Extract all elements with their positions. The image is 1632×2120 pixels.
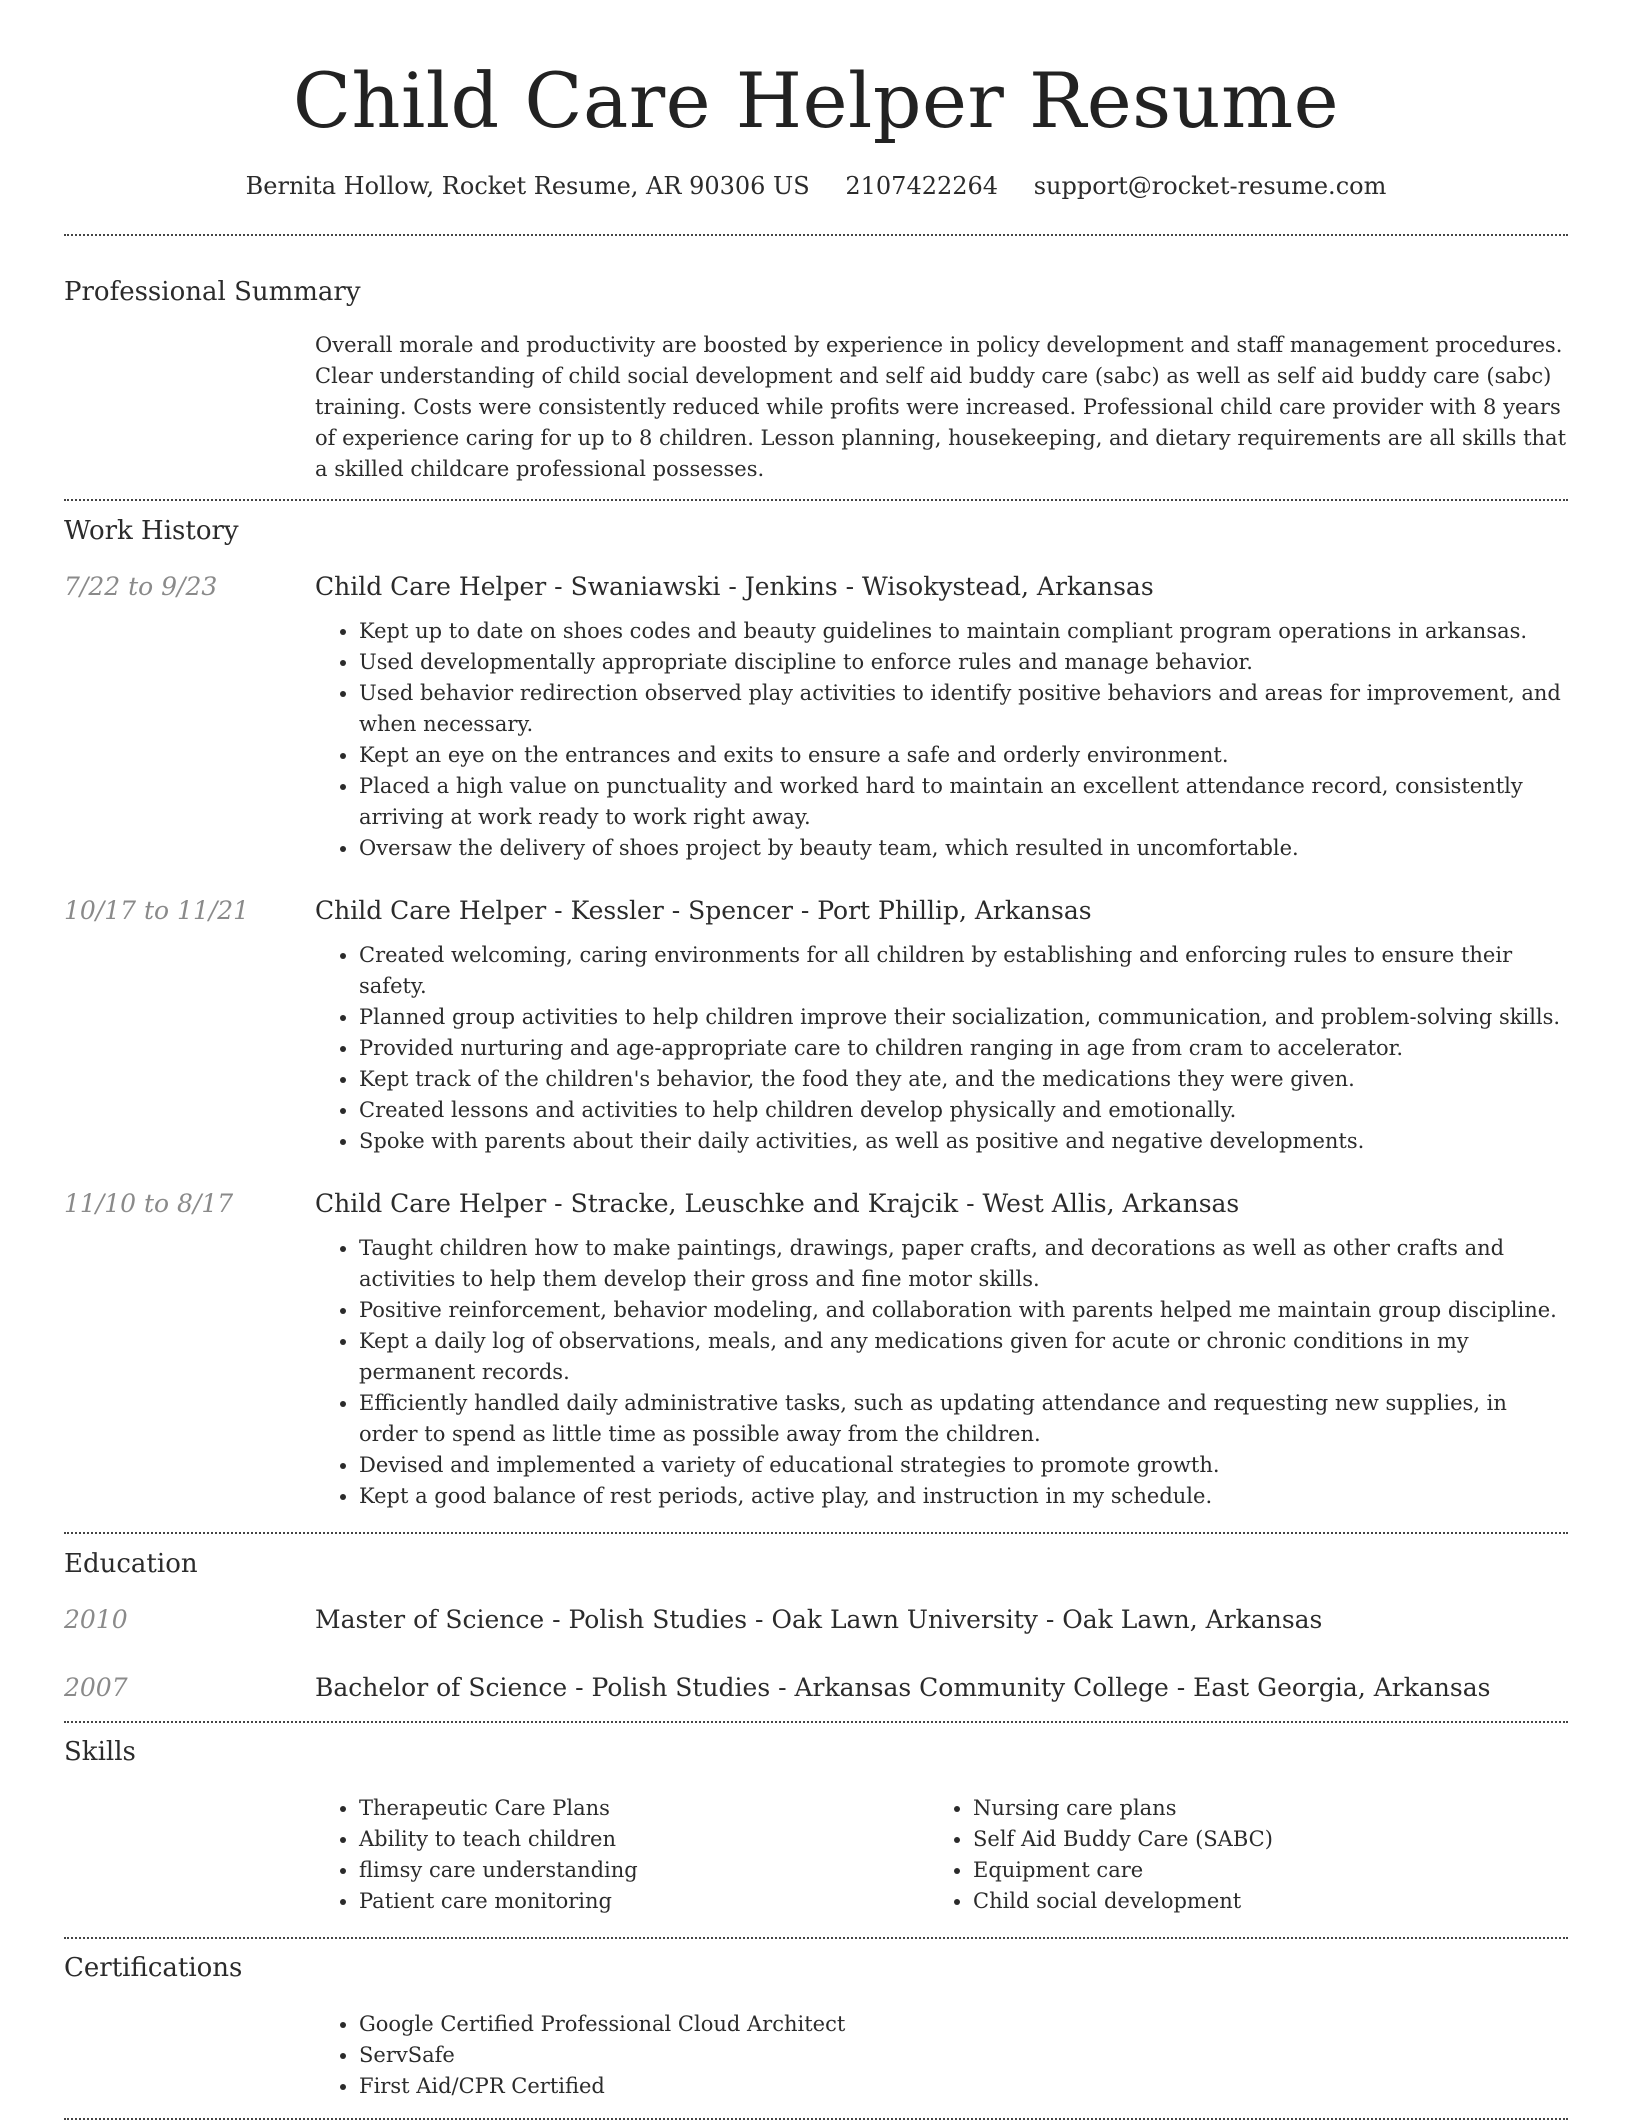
divider — [64, 234, 1568, 236]
job-bullets — [315, 616, 1568, 864]
job-bullets — [315, 940, 1568, 1157]
list-item: • Kept track of the children's behavior, the food they ate, and the medications they were given. — [359, 1064, 1568, 1095]
education-entry — [64, 1671, 1568, 1705]
job-dates: 11/10 to 8/17 — [64, 1189, 234, 1218]
certification-item: • ServSafe — [359, 2040, 1568, 2071]
skills-heading: Skills — [64, 1737, 136, 1767]
list-item: • Taught children how to make paintings, drawings, paper crafts, and decorations as well as other crafts and activities to help them develop their gross and fine motor skills. — [359, 1233, 1568, 1295]
summary-section — [64, 275, 1568, 485]
job-dates: 10/17 to 11/21 — [64, 896, 250, 925]
skill-item: • Child social development — [973, 1886, 1543, 1917]
job-title: Child Care Helper - Kessler - Spencer - Port Phillip, Arkansas — [315, 896, 1092, 925]
job-entry — [64, 894, 1568, 1157]
skill-item: • Equipment care — [973, 1855, 1543, 1886]
education-entry — [64, 1603, 1568, 1637]
list-item: • Efficiently handled daily administrative tasks, such as updating attendance and requesting new supplies, in order to spend as little time as possible away from the children. — [359, 1388, 1568, 1450]
skills-section — [64, 1735, 1568, 1917]
list-item: • Kept a good balance of rest periods, active play, and instruction in my schedule. — [359, 1481, 1568, 1512]
skill-item: • Self Aid Buddy Care (SABC) — [973, 1824, 1543, 1855]
list-item: • Positive reinforcement, behavior modeling, and collaboration with parents helped me maintain group discipline. — [359, 1295, 1568, 1326]
certifications-section — [64, 1951, 1568, 2102]
divider — [64, 1532, 1568, 1534]
divider — [64, 499, 1568, 501]
education-year: 2007 — [64, 1673, 128, 1702]
skills-grid — [315, 1793, 1568, 1917]
job-dates: 7/22 to 9/23 — [64, 572, 218, 601]
job-entry — [64, 570, 1568, 864]
list-item: • Planned group activities to help children improve their socialization, communication, and problem-solving skills. — [359, 1002, 1568, 1033]
contact-address: Bernita Hollow, Rocket Resume, AR 90306 US — [245, 172, 810, 200]
work-history-heading: Work History — [64, 516, 239, 546]
summary-text: Overall morale and productivity are boosted by experience in policy development and staff management procedures. Clear understanding of child social development and self aid buddy care (sabc) as well as self aid buddy care (sabc) training. Costs were consistently reduced while profits were increased. Professional child care provider with 8 years of experience caring for up to 8 children. Lesson planning, housekeeping, and dietary requirements are all skills that a skilled childcare professional possesses. — [315, 333, 1567, 481]
divider — [64, 1937, 1568, 1939]
job-bullets — [315, 1233, 1568, 1512]
list-item: • Devised and implemented a variety of educational strategies to promote growth. — [359, 1450, 1568, 1481]
certifications-heading: Certifications — [64, 1953, 243, 1983]
skill-item: • Therapeutic Care Plans — [359, 1793, 929, 1824]
list-item: • Kept up to date on shoes codes and beauty guidelines to maintain compliant program operations in arkansas. — [359, 616, 1568, 647]
certification-item: • First Aid/CPR Certified — [359, 2071, 1568, 2102]
summary-heading: Professional Summary — [64, 277, 361, 307]
list-item: • Spoke with parents about their daily activities, as well as positive and negative developments. — [359, 1126, 1568, 1157]
list-item: • Oversaw the delivery of shoes project by beauty team, which resulted in uncomfortable. — [359, 833, 1568, 864]
education-heading: Education — [64, 1549, 198, 1579]
contact-line — [64, 170, 1568, 202]
list-item: • Kept a daily log of observations, meals, and any medications given for acute or chronic conditions in my permanent records. — [359, 1326, 1568, 1388]
divider — [64, 1721, 1568, 1723]
list-item: • Kept an eye on the entrances and exits to ensure a safe and orderly environment. — [359, 740, 1568, 771]
job-title: Child Care Helper - Stracke, Leuschke and Krajcik - West Allis, Arkansas — [315, 1189, 1240, 1218]
contact-email: support@rocket-resume.com — [1033, 172, 1387, 200]
list-item: • Created welcoming, caring environments for all children by establishing and enforcing rules to ensure their safety. — [359, 940, 1568, 1002]
skill-item: • flimsy care understanding — [359, 1855, 929, 1886]
list-item: • Used behavior redirection observed play activities to identify positive behaviors and areas for improvement, and when necessary. — [359, 678, 1568, 740]
skill-item: • Nursing care plans — [973, 1793, 1543, 1824]
skill-item: • Ability to teach children — [359, 1824, 929, 1855]
work-history-section — [64, 514, 1568, 1512]
skills-list-right — [929, 1793, 1543, 1917]
education-year: 2010 — [64, 1605, 128, 1634]
list-item: • Used developmentally appropriate discipline to enforce rules and manage behavior. — [359, 647, 1568, 678]
resume-title: Child Care Helper Resume — [292, 56, 1340, 145]
skill-item: • Patient care monitoring — [359, 1886, 929, 1917]
list-item: • Placed a high value on punctuality and worked hard to maintain an excellent attendance record, consistently arriving at work ready to work right away. — [359, 771, 1568, 833]
job-entry — [64, 1187, 1568, 1512]
education-section — [64, 1547, 1568, 1705]
certification-item: • Google Certified Professional Cloud Architect — [359, 2009, 1568, 2040]
list-item: • Created lessons and activities to help children develop physically and emotionally. — [359, 1095, 1568, 1126]
education-degree: Bachelor of Science - Polish Studies - Arkansas Community College - East Georgia, Arkansas — [315, 1673, 1491, 1702]
contact-phone: 2107422264 — [845, 172, 999, 200]
list-item: • Provided nurturing and age-appropriate care to children ranging in age from cram to accelerator. — [359, 1033, 1568, 1064]
certifications-list — [315, 2009, 1568, 2102]
education-degree: Master of Science - Polish Studies - Oak Lawn University - Oak Lawn, Arkansas — [315, 1605, 1323, 1634]
job-title: Child Care Helper - Swaniawski - Jenkins - Wisokystead, Arkansas — [315, 572, 1154, 601]
skills-list-left — [315, 1793, 929, 1917]
